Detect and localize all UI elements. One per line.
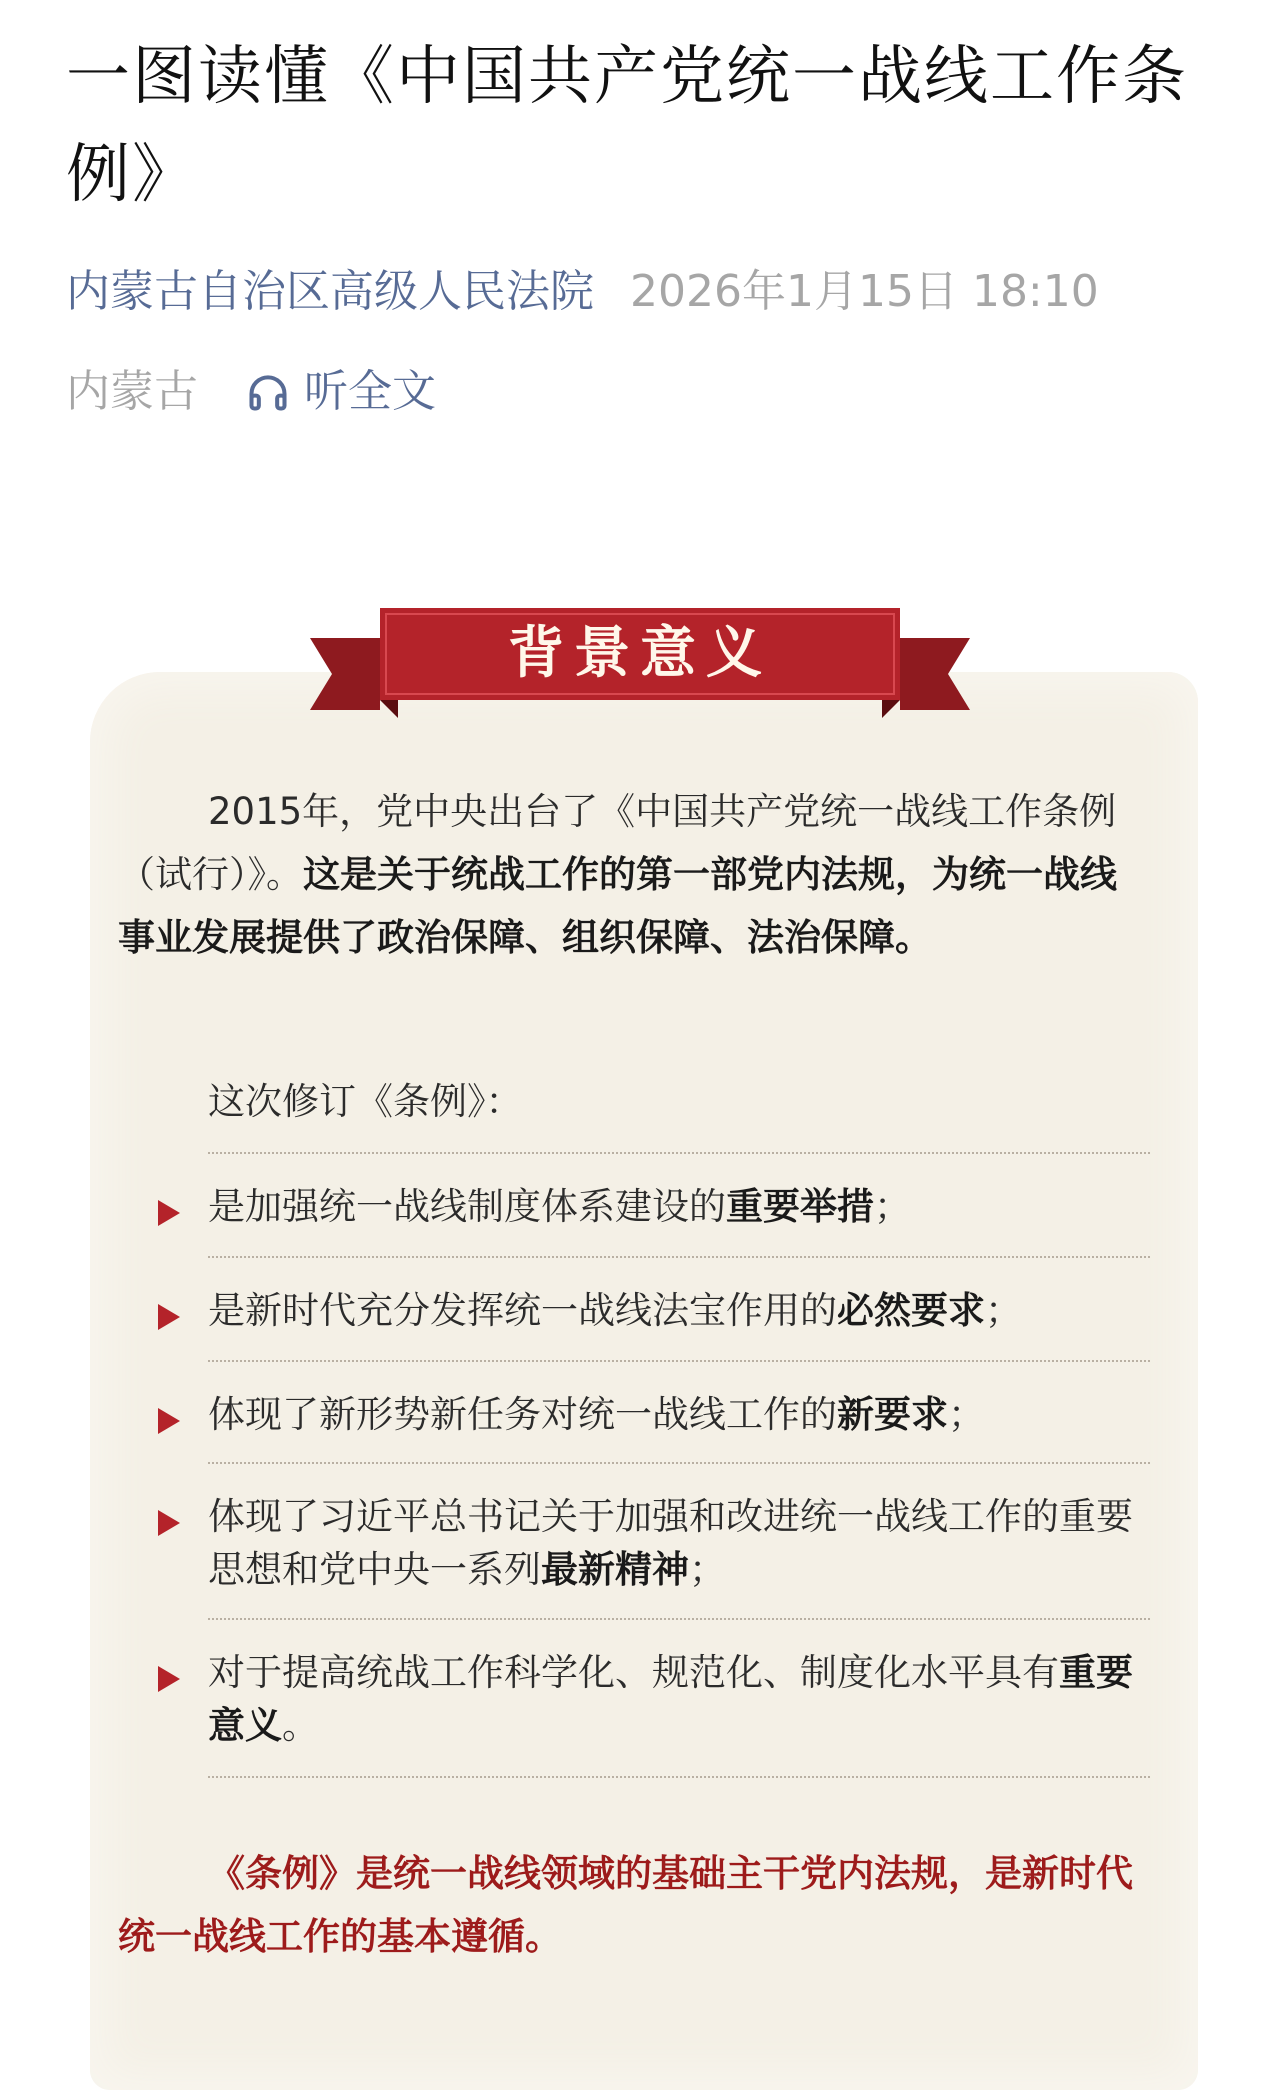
bullet-text: 体现了新形势新任务对统一战线工作的: [208, 1393, 837, 1436]
triangle-arrow-icon: [158, 1510, 180, 1536]
bullet-text: 体现了习近平总书记关于加强和改进统一战线工作的重要思想和党中央一系列: [208, 1495, 1133, 1591]
intro-paragraph: [118, 780, 1148, 969]
listen-label: 听全文: [304, 366, 436, 417]
triangle-arrow-icon: [158, 1200, 180, 1226]
bullet-punctuation: ；: [689, 1548, 726, 1591]
bullet-emphasis: 最新精神: [541, 1548, 689, 1591]
bullet-item: [158, 1646, 1158, 1752]
article-meta-secondary: [66, 362, 436, 422]
divider: [208, 1152, 1150, 1154]
bullet-text: 是加强统一战线制度体系建设的: [208, 1185, 726, 1228]
account-name-link[interactable]: 内蒙古自治区高级人民法院: [66, 266, 594, 317]
intro-plain-text: 2015年，党中央出台了《中国共产党统一战线工作条例（试行）》。: [118, 790, 1117, 896]
intro-bold-text: 这是关于统战工作的第一部党内法规，为统一战线事业发展提供了政治保障、组织保障、法治保障。: [118, 853, 1117, 959]
divider: [208, 1462, 1150, 1464]
bullet-item: [158, 1490, 1158, 1596]
conclusion-paragraph: [118, 1842, 1148, 1968]
bullet-item: [158, 1388, 1158, 1441]
bullet-punctuation: 。: [282, 1704, 319, 1747]
bullet-emphasis: 重要意义: [208, 1651, 1133, 1747]
conclusion-text: 《条例》是统一战线领域的基础主干党内法规，是新时代统一战线工作的基本遵循。: [118, 1852, 1133, 1958]
listen-full-text-button[interactable]: [246, 362, 436, 422]
divider: [208, 1618, 1150, 1620]
bullet-emphasis: 重要举措: [726, 1185, 874, 1228]
article-title: 一图读懂《中国共产党统一战线工作条例》: [66, 40, 1188, 212]
triangle-arrow-icon: [158, 1408, 180, 1434]
bullet-text: 是新时代充分发挥统一战线法宝作用的: [208, 1289, 837, 1332]
revision-heading: 这次修订《条例》：: [208, 1080, 523, 1123]
bullet-item: [158, 1180, 1158, 1233]
bullet-item: [158, 1284, 1158, 1337]
bullet-text: 对于提高统战工作科学化、规范化、制度化水平具有: [208, 1651, 1059, 1694]
publish-time: 2026年1月15日 18:10: [630, 266, 1099, 317]
triangle-arrow-icon: [158, 1666, 180, 1692]
bullet-emphasis: 必然要求: [837, 1289, 985, 1332]
triangle-arrow-icon: [158, 1304, 180, 1330]
bullet-punctuation: ；: [874, 1185, 911, 1228]
banner-title: 背景意义: [508, 621, 772, 686]
bullet-emphasis: 新要求: [837, 1393, 948, 1436]
divider: [208, 1256, 1150, 1258]
region-label: 内蒙古: [66, 366, 198, 417]
bullet-punctuation: ；: [985, 1289, 1022, 1332]
divider: [208, 1776, 1150, 1778]
headphones-icon: [246, 370, 290, 414]
bullet-punctuation: ；: [948, 1393, 985, 1436]
article-meta: [66, 262, 1099, 322]
divider: [208, 1360, 1150, 1362]
section-banner: [310, 608, 970, 718]
